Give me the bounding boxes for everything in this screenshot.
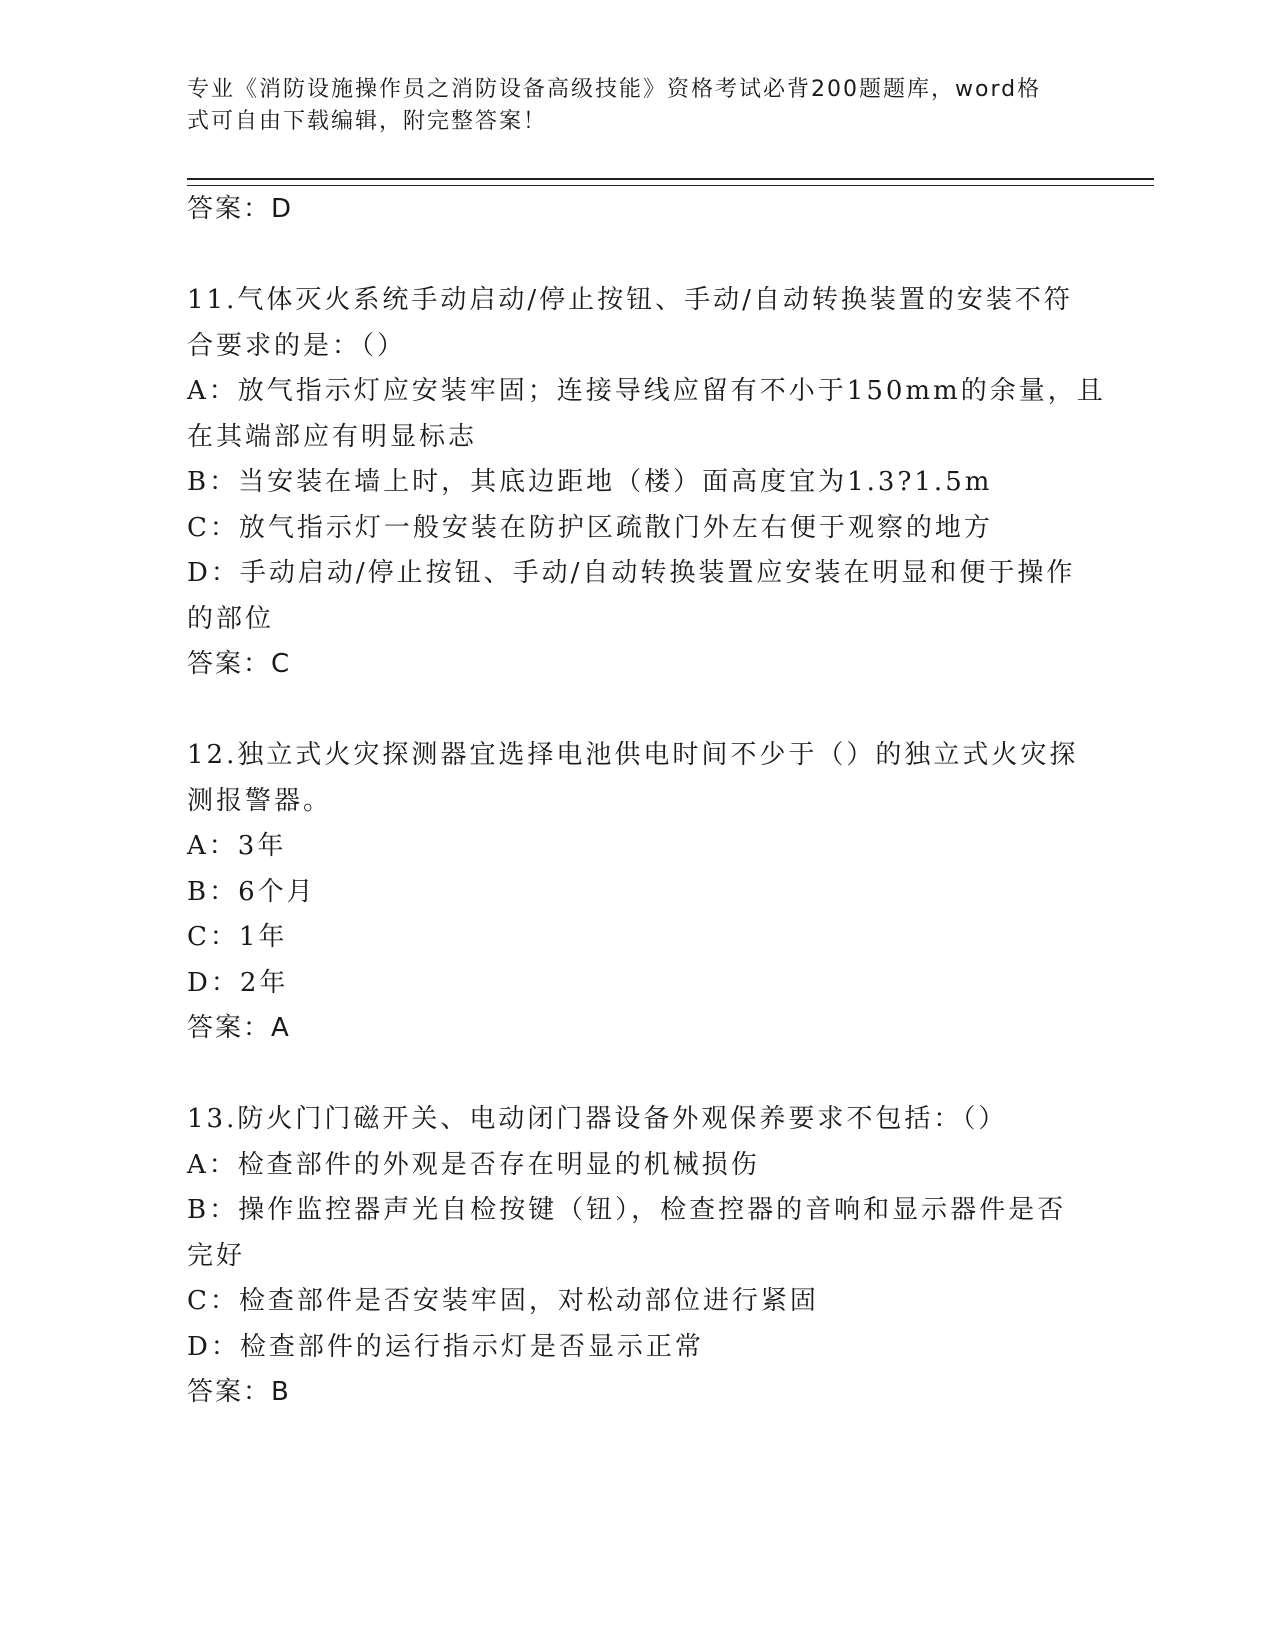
option-a-cont: 在其端部应有明显标志 [187, 421, 478, 452]
option-a: A：放气指示灯应安装牢固；连接导线应留有不小于150mm的余量，且 [187, 376, 1106, 406]
option-b: B：6个月 [187, 876, 316, 907]
question-list [187, 187, 1106, 1416]
option-d: D：手动启动/停止按钮、手动/自动转换装置应安装在明显和便于操作 [187, 558, 1076, 588]
previous-answer: 答案：D [187, 194, 294, 224]
option-b: B：当安装在墙上时，其底边距地（楼）面高度宜为1.3?1.5m [187, 467, 993, 497]
option-d: D：2年 [187, 967, 289, 998]
header-line-2: 式可自由下载编辑，附完整答案！ [187, 109, 548, 134]
option-a: A：3年 [187, 831, 287, 861]
question-stem: 11.气体灭火系统手动启动/停止按钮、手动/自动转换装置的安装不符 [187, 285, 1073, 315]
question-stem-cont: 合要求的是：（） [187, 330, 407, 361]
option-c: C：检查部件是否安装牢固，对松动部位进行紧固 [187, 1286, 819, 1316]
option-d-cont: 的部位 [187, 603, 275, 634]
question-11 [187, 278, 1106, 688]
question-13 [187, 1097, 1087, 1416]
spacer [187, 233, 1087, 279]
option-b-cont: 完好 [187, 1240, 246, 1271]
option-c: C：1年 [187, 922, 288, 952]
answer: 答案：A [187, 1013, 291, 1043]
answer: 答案：B [187, 1377, 291, 1407]
spacer [187, 1052, 1087, 1098]
option-c: C：放气指示灯一般安装在防护区疏散门外左右便于观察的地方 [187, 512, 993, 543]
option-d: D：检查部件的运行指示灯是否显示正常 [187, 1331, 704, 1362]
question-stem: 12.独立式火灾探测器宜选择电池供电时间不少于（）的独立式火灾探 [187, 740, 1079, 770]
document-header [187, 74, 1067, 138]
question-12 [187, 733, 1087, 1052]
header-divider [187, 178, 1154, 186]
header-line-1: 专业《消防设施操作员之消防设备高级技能》资格考试必背200题题库，word格 [187, 77, 1042, 102]
question-stem-cont: 测报警器。 [187, 785, 333, 816]
option-b: B：操作监控器声光自检按键（钮），检查控器的音响和显示器件是否 [187, 1195, 1067, 1225]
answer: 答案：C [187, 649, 292, 679]
spacer [187, 688, 1087, 734]
option-a: A：检查部件的外观是否存在明显的机械损伤 [187, 1149, 760, 1180]
question-stem: 13.防火门门磁开关、电动闭门器设备外观保养要求不包括：（） [187, 1104, 1008, 1134]
